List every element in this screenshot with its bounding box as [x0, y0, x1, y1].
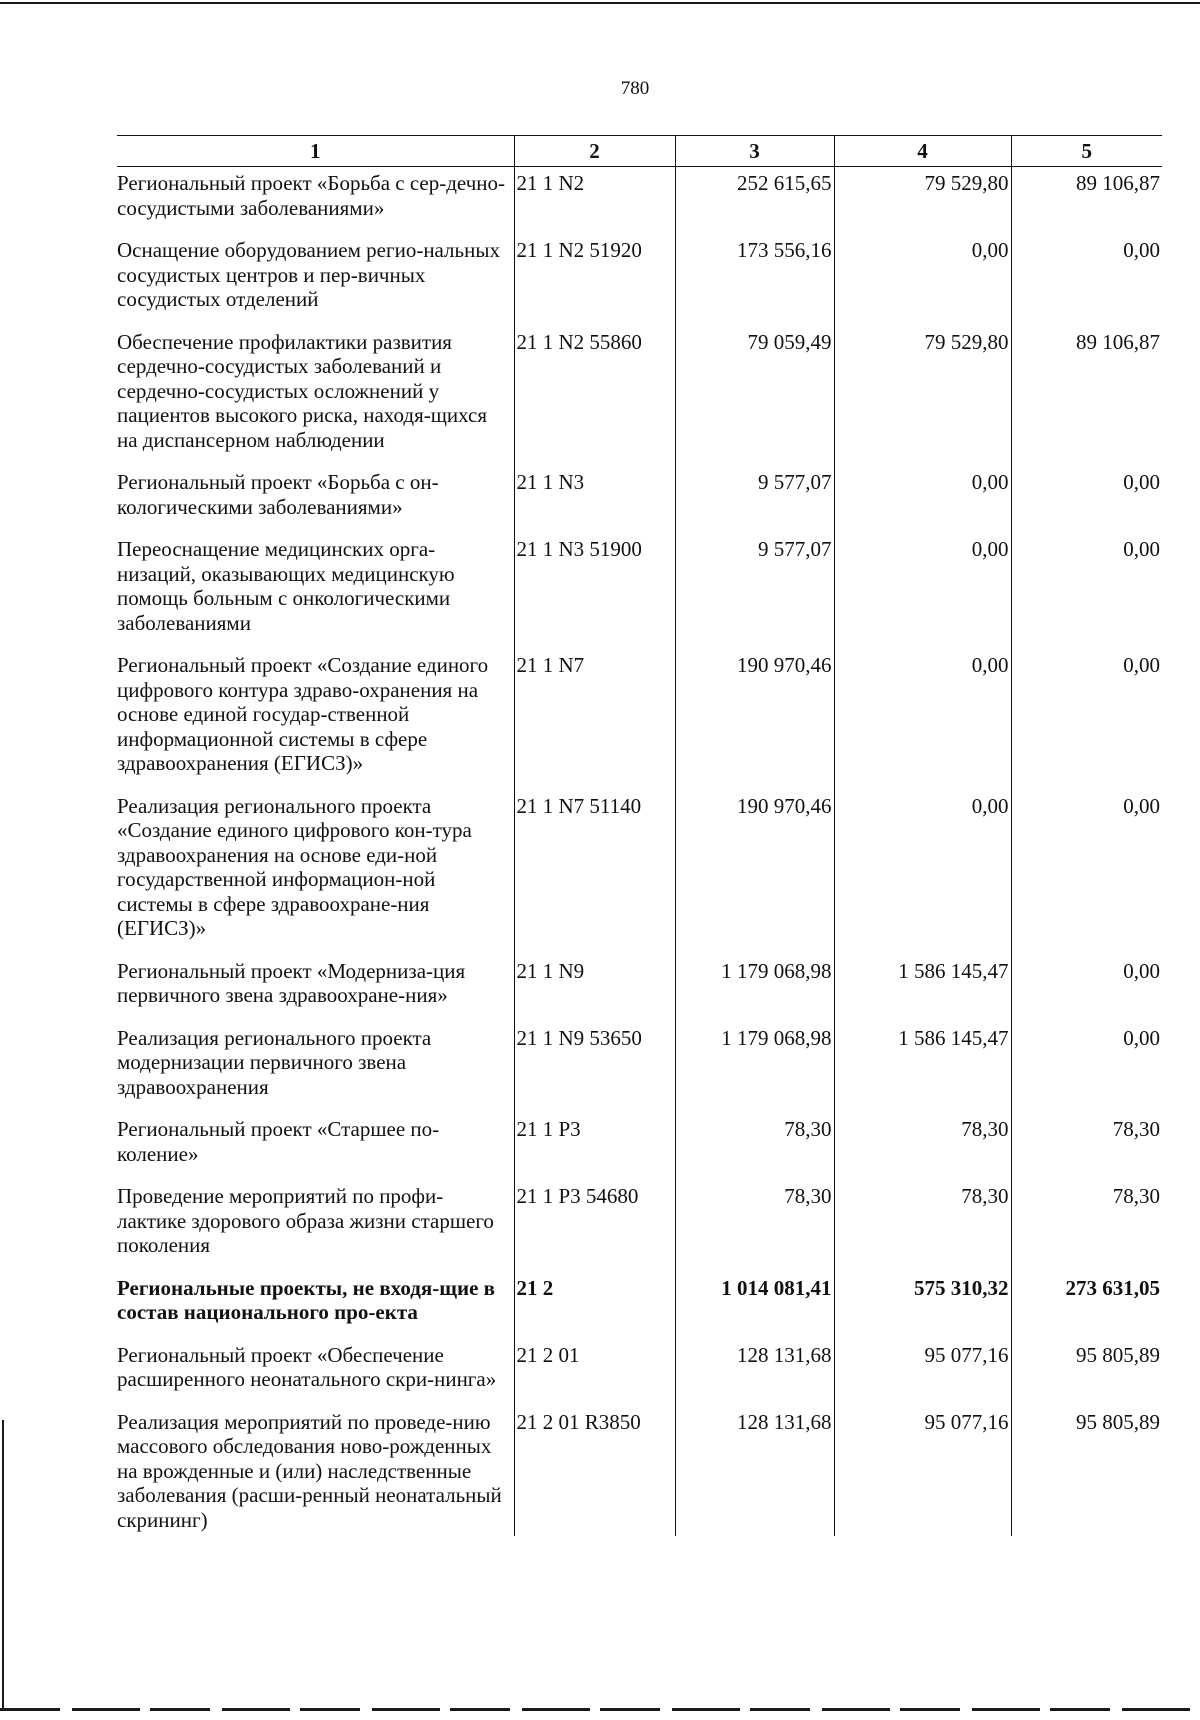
- row-value-5: 0,00: [1011, 466, 1162, 533]
- table-row: [117, 1113, 1162, 1180]
- table-row: [117, 1339, 1162, 1406]
- row-code: 21 2: [514, 1272, 675, 1339]
- row-value-4: 0,00: [834, 234, 1011, 326]
- row-value-5: 0,00: [1011, 790, 1162, 955]
- row-value-4: 0,00: [834, 466, 1011, 533]
- row-value-5: 0,00: [1011, 234, 1162, 326]
- row-value-3: 190 970,46: [675, 649, 834, 790]
- row-value-3: 252 615,65: [675, 167, 834, 235]
- row-name: Оснащение оборудованием регио-нальных сосудистых центров и пер-вичных сосудистых отделений: [117, 238, 500, 311]
- row-value-5: 89 106,87: [1011, 326, 1162, 467]
- row-value-5: 273 631,05: [1011, 1272, 1162, 1339]
- row-value-4: 78,30: [834, 1113, 1011, 1180]
- row-value-4: 1 586 145,47: [834, 955, 1011, 1022]
- table-row: [117, 790, 1162, 955]
- row-name: Региональные проекты, не входя-щие в состав национального про-екта: [117, 1275, 495, 1324]
- row-value-4: 0,00: [834, 649, 1011, 790]
- scan-border-left: [2, 1420, 4, 1710]
- row-value-4: 95 077,16: [834, 1339, 1011, 1406]
- page-number: 780: [620, 78, 650, 99]
- row-value-4: 95 077,16: [834, 1406, 1011, 1537]
- row-name: Региональный проект «Борьба с сер-дечно-сосудистыми заболеваниями»: [117, 171, 506, 220]
- row-value-5: 78,30: [1011, 1180, 1162, 1272]
- row-name: Обеспечение профилактики развития сердечно-сосудистых заболеваний и сердечно-сосудистых осложнений у пациентов высокого риска, находя-щихся на диспансерном наблюдении: [117, 329, 488, 452]
- row-value-5: 0,00: [1011, 533, 1162, 649]
- row-value-5: 78,30: [1011, 1113, 1162, 1180]
- header-row: [117, 136, 1162, 167]
- row-code: 21 1 P3 54680: [514, 1180, 675, 1272]
- header-col-4: 4: [834, 136, 1011, 167]
- row-code: 21 1 N7: [514, 649, 675, 790]
- row-value-4: 78,30: [834, 1180, 1011, 1272]
- header-col-5: 5: [1011, 136, 1162, 167]
- row-name: Реализация мероприятий по проведе-нию массового обследования ново-рожденных на врожденные и (или) наследственные заболевания (расши-ренный неонатальный скрининг): [117, 1409, 502, 1532]
- row-name: Проведение мероприятий по профи-лактике здорового образа жизни старшего поколения: [117, 1184, 494, 1257]
- table-row-subtotal: [117, 1272, 1162, 1339]
- row-name: Региональный проект «Модерниза-ция первичного звена здравоохране-ния»: [117, 958, 466, 1007]
- row-value-5: 0,00: [1011, 1022, 1162, 1114]
- row-value-3: 1 179 068,98: [675, 1022, 834, 1114]
- row-name: Реализация регионального проекта модернизации первичного звена здравоохранения: [117, 1025, 432, 1099]
- table-row: [117, 1180, 1162, 1272]
- row-value-4: 1 586 145,47: [834, 1022, 1011, 1114]
- row-value-3: 1 014 081,41: [675, 1272, 834, 1339]
- row-code: 21 2 01: [514, 1339, 675, 1406]
- table-row: [117, 167, 1162, 235]
- row-value-4: 0,00: [834, 533, 1011, 649]
- row-code: 21 1 N9 53650: [514, 1022, 675, 1114]
- row-value-5: 95 805,89: [1011, 1406, 1162, 1537]
- row-code: 21 1 N3: [514, 466, 675, 533]
- table-row: [117, 326, 1162, 467]
- row-code: 21 1 N2 55860: [514, 326, 675, 467]
- row-code: 21 2 01 R3850: [514, 1406, 675, 1537]
- budget-table: [117, 135, 1162, 1536]
- row-value-3: 78,30: [675, 1113, 834, 1180]
- header-col-1: 1: [117, 136, 514, 167]
- header-col-3: 3: [675, 136, 834, 167]
- row-value-3: 128 131,68: [675, 1339, 834, 1406]
- row-name: Региональный проект «Обеспечение расширенного неонатального скри-нинга»: [117, 1342, 497, 1391]
- row-value-5: 95 805,89: [1011, 1339, 1162, 1406]
- row-value-3: 78,30: [675, 1180, 834, 1272]
- row-code: 21 1 N2: [514, 167, 675, 235]
- row-code: 21 1 N9: [514, 955, 675, 1022]
- row-value-3: 9 577,07: [675, 533, 834, 649]
- row-name: Региональный проект «Создание единого цифрового контура здраво-охранения на основе единой государ-ственной информационной системы в сфере здравоохранения (ЕГИСЗ)»: [117, 653, 489, 775]
- row-value-3: 128 131,68: [675, 1406, 834, 1537]
- table-row: [117, 1406, 1162, 1537]
- table-row: [117, 1022, 1162, 1114]
- header-col-2: 2: [514, 136, 675, 167]
- row-code: 21 1 P3: [514, 1113, 675, 1180]
- row-value-3: 9 577,07: [675, 466, 834, 533]
- row-value-3: 190 970,46: [675, 790, 834, 955]
- table-row: [117, 955, 1162, 1022]
- row-value-5: 0,00: [1011, 649, 1162, 790]
- row-name: Региональный проект «Борьба с он-кологическими заболеваниями»: [117, 470, 439, 519]
- row-code: 21 1 N7 51140: [514, 790, 675, 955]
- row-name: Реализация регионального проекта «Создание единого цифрового кон-тура здравоохранения на основе еди-ной государственной информацион-ной системы в сфере здравоохране-ния (ЕГИСЗ)»: [117, 793, 472, 940]
- row-value-4: 79 529,80: [834, 326, 1011, 467]
- table-row: [117, 234, 1162, 326]
- row-value-3: 173 556,16: [675, 234, 834, 326]
- row-value-4: 79 529,80: [834, 167, 1011, 235]
- row-code: 21 1 N3 51900: [514, 533, 675, 649]
- row-name: Региональный проект «Старшее по-коление»: [117, 1117, 440, 1166]
- row-value-3: 1 179 068,98: [675, 955, 834, 1022]
- row-value-4: 575 310,32: [834, 1272, 1011, 1339]
- row-value-5: 0,00: [1011, 955, 1162, 1022]
- table-row: [117, 533, 1162, 649]
- row-code: 21 1 N2 51920: [514, 234, 675, 326]
- scan-border-bottom: [0, 1708, 1200, 1711]
- scan-border-top: [0, 2, 1200, 4]
- table-row: [117, 466, 1162, 533]
- row-value-5: 89 106,87: [1011, 167, 1162, 235]
- table-row: [117, 649, 1162, 790]
- row-name: Переоснащение медицинских орга-низаций, оказывающих медицинскую помощь больным с онкологическими заболеваниями: [117, 537, 455, 635]
- row-value-3: 79 059,49: [675, 326, 834, 467]
- row-value-4: 0,00: [834, 790, 1011, 955]
